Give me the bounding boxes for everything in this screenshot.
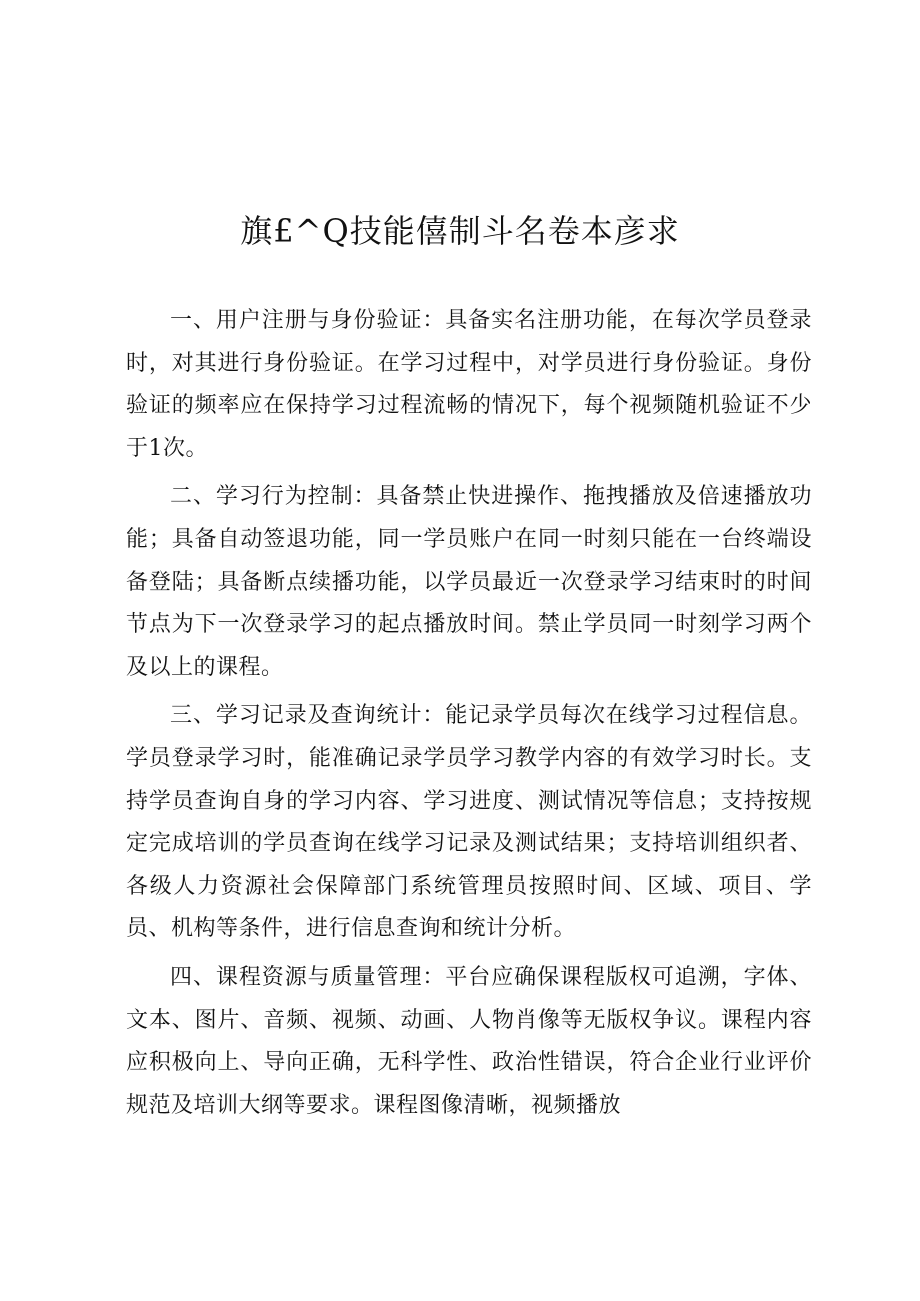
document-body xyxy=(126,300,812,1133)
paragraph-learning-behavior-control: 二、学习行为控制：具备禁止快进操作、拖拽播放及倍速播放功能；具备自动签退功能，同一学员账户在同一时刻只能在一台终端设备登陆；具备断点续播功能，以学员最近一次登录学习结束时的时间节点为下一次登录学习的起点播放时间。禁止学员同一时刻学习两个及以上的课程。 xyxy=(126,484,812,680)
paragraph-learning-records-statistics: 三、学习记录及查询统计：能记录学员每次在线学习过程信息。学员登录学习时，能准确记录学员学习教学内容的有效学习时长。支持学员查询自身的学习内容、学习进度、测试情况等信息；支持按规定完成培训的学员查询在线学习记录及测试结果；支持培训组织者、各级人力资源社会保障部门系统管理员按照时间、区域、项目、学员、机构等条件，进行信息查询和统计分析。 xyxy=(126,703,812,942)
paragraph-user-registration: 一、用户注册与身份验证：具备实名注册功能，在每次学员登录时，对其进行身份验证。在学习过程中，对学员进行身份验证。身份验证的频率应在保持学习过程流畅的情况下，每个视频随机验证不少于1次。 xyxy=(126,308,812,461)
document-title: 旗£^Q技能僖制斗名卷本彦求 xyxy=(240,212,680,250)
paragraph-course-resource-quality: 四、课程资源与质量管理：平台应确保课程版权可追溯，字体、文本、图片、音频、视频、动画、人物肖像等无版权争议。课程内容应积极向上、导向正确，无科学性、政治性错误，符合企业行业评价规范及培训大纲等要求。课程图像清晰，视频播放 xyxy=(126,964,812,1118)
